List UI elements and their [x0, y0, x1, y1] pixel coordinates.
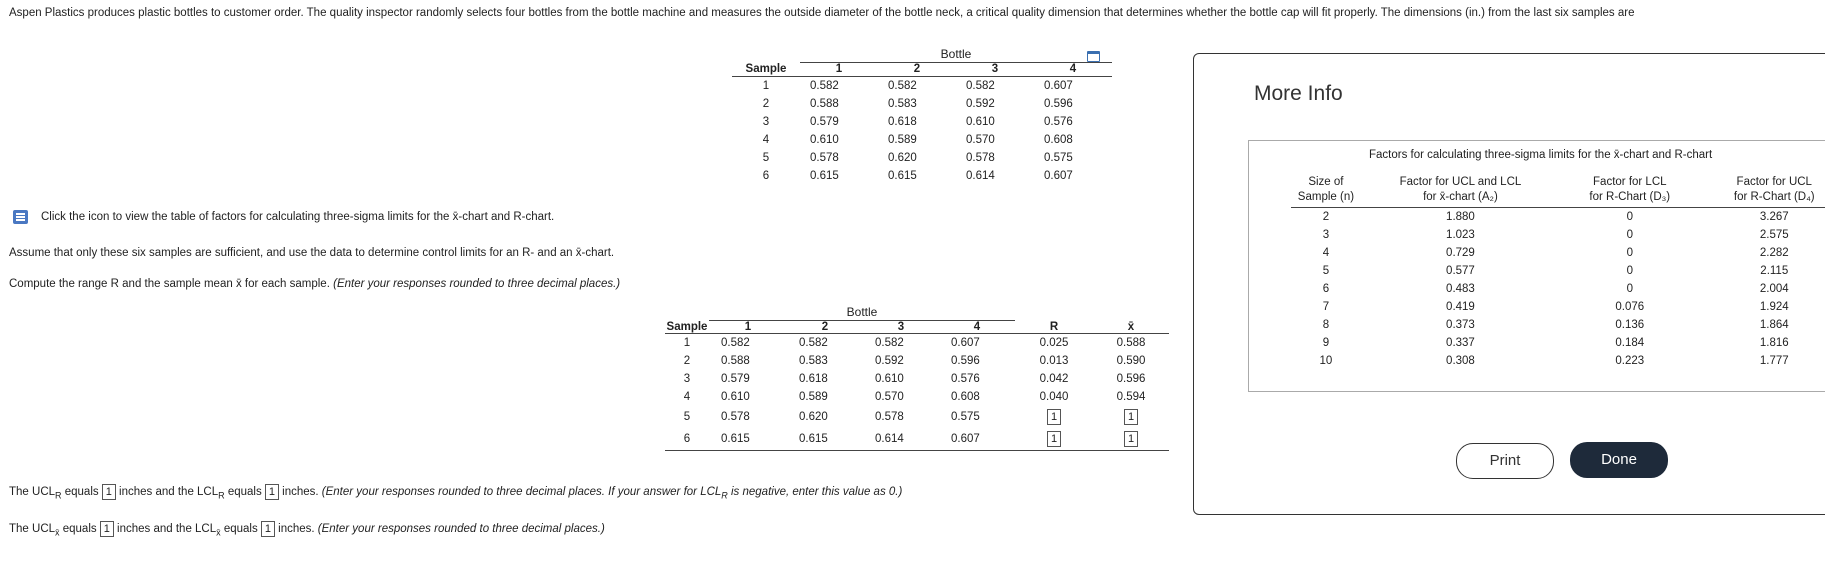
table-cell: 0.582 [721, 337, 750, 349]
table-cell: 0.575 [951, 411, 980, 423]
table-row [732, 95, 1112, 113]
table-row [732, 167, 1112, 185]
factor-cell: 0.483 [1446, 283, 1475, 295]
factor-cell: 2.575 [1759, 229, 1789, 241]
data-table [732, 47, 1112, 185]
table-cell: 0.596 [951, 355, 980, 367]
table-cell: 3 [683, 373, 691, 385]
table-cell: 4 [762, 134, 770, 146]
answer-table [665, 305, 1169, 451]
header-line: for x̄-chart (A₂) [1423, 191, 1498, 203]
table-cell: 0.608 [951, 391, 980, 403]
table-cell: 0.578 [966, 152, 995, 164]
column-header: Sample [745, 62, 787, 75]
table-cell: 0.589 [888, 134, 917, 146]
table-cell: 0.578 [721, 411, 750, 423]
table-cell: 4 [683, 391, 691, 403]
factor-cell: 0.337 [1446, 337, 1475, 349]
column-header: Sample [666, 320, 708, 333]
factor-row [1291, 226, 1825, 244]
factor-cell: 0.373 [1446, 319, 1475, 331]
table-cell: 0.618 [799, 373, 828, 385]
table-cell: 0.607 [951, 337, 980, 349]
table-cell: 5 [762, 152, 770, 164]
factor-row [1291, 352, 1825, 370]
header-line: for R-Chart (D₃) [1589, 191, 1671, 203]
table-row [665, 406, 1169, 428]
header-line: Factor for LCL [1593, 176, 1667, 188]
factor-cell: 0 [1626, 265, 1633, 277]
header-line: for R-Chart (D₄) [1733, 191, 1815, 203]
factor-cell: 0.223 [1615, 355, 1645, 367]
factors-table-icon[interactable] [13, 210, 28, 224]
table-row [732, 131, 1112, 149]
factor-row [1291, 298, 1825, 316]
factor-cell: 0.419 [1446, 301, 1475, 313]
column-header: R [1049, 320, 1059, 333]
table-cell: 0.610 [875, 373, 904, 385]
factor-cell: 5 [1322, 265, 1330, 277]
ucl-x-input[interactable]: 1 [100, 521, 114, 537]
table-cell: 0.582 [888, 80, 917, 92]
table-cell: 0.614 [875, 433, 904, 445]
compute-text: Compute the range R and the sample mean x̄ for each sample. (Enter your responses rounded to three decimal places.) [9, 278, 621, 290]
table-row [665, 428, 1169, 451]
factor-cell: 3 [1322, 229, 1330, 241]
table-cell: 0.588 [721, 355, 750, 367]
factor-cell: 10 [1319, 355, 1333, 367]
assume-text: Assume that only these six samples are sufficient, and use the data to determine control limits for an R- and an x̄-chart. [9, 247, 615, 259]
factor-cell: 0 [1626, 229, 1633, 241]
problem-intro: Aspen Plastics produces plastic bottles to customer order. The quality inspector randomly selects four bottles from the bottle machine and measures the outside diameter of the bottle neck, a critical quality dimension that determines whether the bottle cap will fit properly. The dimensions (in.) from the last six samples are [9, 7, 1635, 19]
factors-panel [1248, 140, 1825, 392]
table-cell: 0.040 [1039, 391, 1069, 403]
factor-cell: 2 [1322, 211, 1330, 223]
table-cell: 0.570 [875, 391, 904, 403]
print-button[interactable]: Print [1456, 443, 1554, 479]
column-header: 4 [1069, 63, 1077, 75]
factor-cell: 8 [1322, 319, 1330, 331]
table-cell: 0.582 [810, 80, 839, 92]
table-cell: 0.594 [1116, 391, 1146, 403]
factor-cell: 0 [1626, 283, 1633, 295]
table-cell: 0.607 [1044, 80, 1073, 92]
lcl-r-input[interactable]: 1 [265, 484, 279, 500]
factor-cell: 0 [1626, 211, 1633, 223]
table-row [665, 352, 1169, 370]
factor-cell: 0.136 [1615, 319, 1645, 331]
factors-caption: Factors for calculating three-sigma limits for the x̄-chart and R-chart [1369, 149, 1713, 161]
factor-cell: 4 [1322, 247, 1330, 259]
factor-column-header [1291, 175, 1361, 208]
factor-cell: 1.924 [1759, 301, 1789, 313]
factor-cell: 9 [1322, 337, 1330, 349]
column-header: 4 [973, 321, 981, 333]
factor-column-header [1560, 175, 1699, 208]
table-cell: 0.615 [810, 170, 839, 182]
table-cell: 0.592 [966, 98, 995, 110]
table-row [732, 113, 1112, 131]
table-cell: 0.590 [1116, 355, 1146, 367]
factor-cell: 2.282 [1759, 247, 1789, 259]
range-input-6[interactable]: 1 [1047, 431, 1061, 447]
table-cell: 2 [683, 355, 691, 367]
table-cell: 0.579 [810, 116, 839, 128]
table-row [732, 149, 1112, 167]
ucl-r-question: The $UCL_R$ equals 1 inches and the $LCL_R$ equals 1 inches. (Enter your responses rounded to three decimal places. If your answer for $LCL_R$ is negative, enter this value as 0.) [9, 486, 903, 501]
mean-input-6[interactable]: 1 [1124, 431, 1138, 447]
table-cell: 0.615 [799, 433, 828, 445]
table-cell: 0.583 [888, 98, 917, 110]
lcl-x-input[interactable]: 1 [261, 521, 275, 537]
range-input-5[interactable]: 1 [1047, 409, 1061, 425]
table-cell: 0.578 [875, 411, 904, 423]
table-cell: 3 [762, 116, 770, 128]
factor-row [1291, 208, 1825, 227]
header-line: Factor for UCL and LCL [1399, 176, 1522, 188]
bottle-group-header: Bottle [709, 305, 1015, 321]
table-cell: 0.615 [721, 433, 750, 445]
ucl-r-input[interactable]: 1 [102, 484, 116, 500]
column-header: x̄ [1127, 320, 1135, 333]
table-cell: 0.607 [951, 433, 980, 445]
factor-row [1291, 316, 1825, 334]
column-header: 1 [835, 63, 843, 75]
table-cell: 0.578 [810, 152, 839, 164]
factor-row [1291, 280, 1825, 298]
table-cell: 0.582 [966, 80, 995, 92]
table-cell: 0.596 [1044, 98, 1073, 110]
bottle-group-header: Bottle [800, 47, 1112, 63]
table-cell: 0.582 [799, 337, 828, 349]
minimize-icon[interactable] [1087, 51, 1100, 62]
table-cell: 0.610 [810, 134, 839, 146]
table-cell: 0.589 [799, 391, 828, 403]
table-cell: 0.042 [1039, 373, 1069, 385]
done-button[interactable]: Done [1570, 442, 1668, 478]
table-row [665, 370, 1169, 388]
table-cell: 0.576 [951, 373, 980, 385]
table-cell: 0.588 [1116, 337, 1146, 349]
factor-cell: 1.777 [1759, 355, 1789, 367]
table-cell: 0.618 [888, 116, 917, 128]
table-cell: 0.582 [875, 337, 904, 349]
table-cell: 2 [762, 98, 770, 110]
table-cell: 0.596 [1116, 373, 1146, 385]
factor-cell: 6 [1322, 283, 1330, 295]
table-row [665, 334, 1169, 353]
factor-row [1291, 244, 1825, 262]
column-header: 1 [744, 321, 752, 333]
column-header: 3 [897, 321, 905, 333]
table-cell: 0.610 [721, 391, 750, 403]
factor-cell: 0 [1626, 247, 1633, 259]
column-header: 2 [821, 321, 829, 333]
table-cell: 1 [683, 337, 691, 349]
table-cell: 0.608 [1044, 134, 1073, 146]
table-cell: 0.620 [799, 411, 828, 423]
table-cell: 0.570 [966, 134, 995, 146]
header-line: Sample (n) [1297, 191, 1355, 203]
table-cell: 0.013 [1039, 355, 1069, 367]
factor-column-header [1700, 175, 1825, 208]
mean-input-5[interactable]: 1 [1124, 409, 1138, 425]
factor-cell: 1.816 [1759, 337, 1789, 349]
factor-column-header [1361, 175, 1560, 208]
table-cell: 0.579 [721, 373, 750, 385]
table-cell: 0.575 [1044, 152, 1073, 164]
factor-cell: 0.184 [1615, 337, 1645, 349]
factor-cell: 3.267 [1759, 211, 1789, 223]
table-cell: 0.025 [1039, 337, 1069, 349]
table-cell: 1 [762, 80, 770, 92]
table-cell: 6 [683, 433, 691, 445]
table-cell: 0.588 [810, 98, 839, 110]
table-row [732, 77, 1112, 96]
factor-cell: 1.023 [1446, 229, 1475, 241]
factors-table [1291, 175, 1825, 370]
table-cell: 0.610 [966, 116, 995, 128]
factor-cell: 0.729 [1446, 247, 1475, 259]
header-line: Size of [1308, 176, 1344, 188]
table-cell: 0.614 [966, 170, 995, 182]
table-cell: 0.620 [888, 152, 917, 164]
factor-cell: 0.076 [1615, 301, 1645, 313]
table-cell: 0.607 [1044, 170, 1073, 182]
column-header: 2 [913, 63, 921, 75]
factor-cell: 2.004 [1759, 283, 1789, 295]
table-row [665, 388, 1169, 406]
factor-cell: 7 [1322, 301, 1330, 313]
table-cell: 0.576 [1044, 116, 1073, 128]
dialog-title: More Info [1254, 82, 1343, 105]
icon-instruction: Click the icon to view the table of factors for calculating three-sigma limits for the x̄-chart and R-chart. [41, 211, 555, 223]
factor-row [1291, 334, 1825, 352]
factor-row [1291, 262, 1825, 280]
ucl-x-question: The $UCL_{x̄}$ equals 1 inches and the $LCL_{x̄}$ equals 1 inches. (Enter your responses rounded to three decimal places.) [9, 523, 605, 538]
column-header: 3 [991, 63, 999, 75]
header-line: Factor for UCL [1736, 176, 1812, 188]
table-cell: 0.615 [888, 170, 917, 182]
factor-cell: 0.308 [1446, 355, 1475, 367]
table-cell: 0.592 [875, 355, 904, 367]
factor-cell: 0.577 [1446, 265, 1475, 277]
factor-cell: 1.864 [1759, 319, 1789, 331]
table-cell: 5 [683, 411, 691, 423]
factor-cell: 2.115 [1760, 265, 1789, 277]
table-cell: 6 [762, 170, 770, 182]
table-cell: 0.583 [799, 355, 828, 367]
factor-cell: 1.880 [1446, 211, 1475, 223]
